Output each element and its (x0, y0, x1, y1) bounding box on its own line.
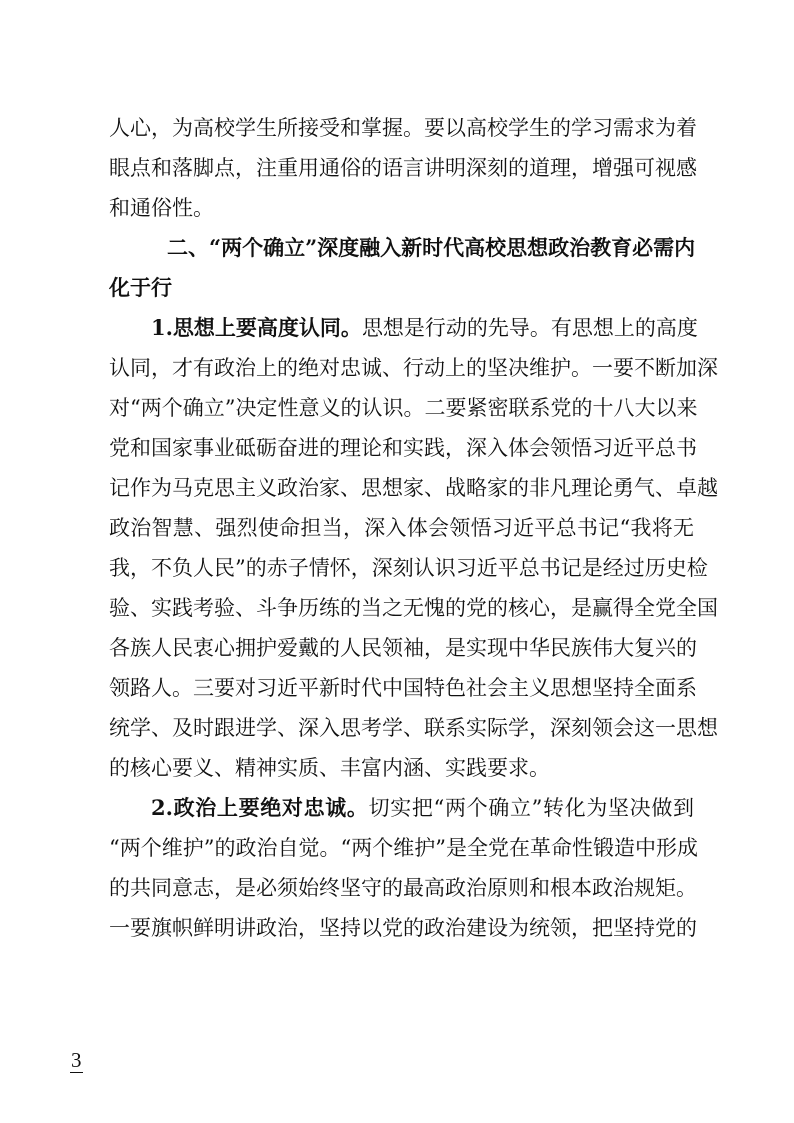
text-line: 我，不负人民”的赤子情怀，深刻认识习近平总书记是经过历史检 (109, 556, 708, 580)
text-line: 认同，才有政治上的绝对忠诚、行动上的坚决维护。一要不断加深 (109, 356, 718, 380)
text-line: 的共同意志，是必须始终坚守的最高政治原则和根本政治规矩。 (109, 876, 697, 900)
document-body (109, 108, 718, 948)
heading-line: 二、“两个确立”深度融入新时代高校思想政治教育必需内 (167, 235, 696, 260)
text-line: 验、实践考验、斗争历练的当之无愧的党的核心，是赢得全党全国 (109, 596, 718, 620)
subheading-lead: 1.思想上要高度认同。 (151, 315, 362, 340)
text-line: 和通俗性。 (109, 196, 214, 220)
text-line: 一要旗帜鲜明讲政治，坚持以党的政治建设为统领，把坚持党的 (109, 916, 697, 940)
text-line: 各族人民衷心拥护爱戴的人民领袖，是实现中华民族伟大复兴的 (109, 636, 697, 660)
text-line: 眼点和落脚点，注重用通俗的语言讲明深刻的道理，增强可视感 (109, 156, 697, 180)
text-run: 思想是行动的先导。有思想上的高度 (361, 316, 698, 340)
text-line: 党和国家事业砥砺奋进的理论和实践，深入体会领悟习近平总书 (109, 436, 697, 460)
paragraph-3 (109, 788, 698, 948)
text-run: 切实把“两个确立”转化为坚决做到 (368, 796, 694, 820)
section-heading (109, 228, 694, 308)
text-line: 的核心要义、精神实质、丰富内涵、实践要求。 (109, 756, 550, 780)
text-line: 记作为马克思主义政治家、思想家、战略家的非凡理论勇气、卓越 (109, 476, 718, 500)
text-line: 领路人。三要对习近平新时代中国特色社会主义思想坚持全面系 (109, 676, 697, 700)
text-line: 对“两个确立”决定性意义的认识。二要紧密联系党的十八大以来 (109, 396, 698, 420)
subheading-lead: 2.政治上要绝对忠诚。 (151, 795, 369, 820)
page-number: 3 (71, 1048, 82, 1072)
text-line: 政治智慧、强烈使命担当，深入体会领悟习近平总书记“我将无 (109, 516, 694, 540)
heading-line: 化于行 (109, 275, 172, 300)
text-line (109, 308, 698, 348)
text-line: 统学、及时跟进学、深入思考学、联系实际学，深刻领会这一思想 (109, 716, 718, 740)
paragraph-1 (109, 108, 697, 228)
text-line: “两个维护”的政治自觉。“两个维护”是全党在革命性锻造中形成 (109, 836, 698, 860)
text-line (109, 788, 694, 828)
paragraph-2 (109, 308, 718, 788)
text-line: 人心，为高校学生所接受和掌握。要以高校学生的学习需求为着 (109, 116, 697, 140)
